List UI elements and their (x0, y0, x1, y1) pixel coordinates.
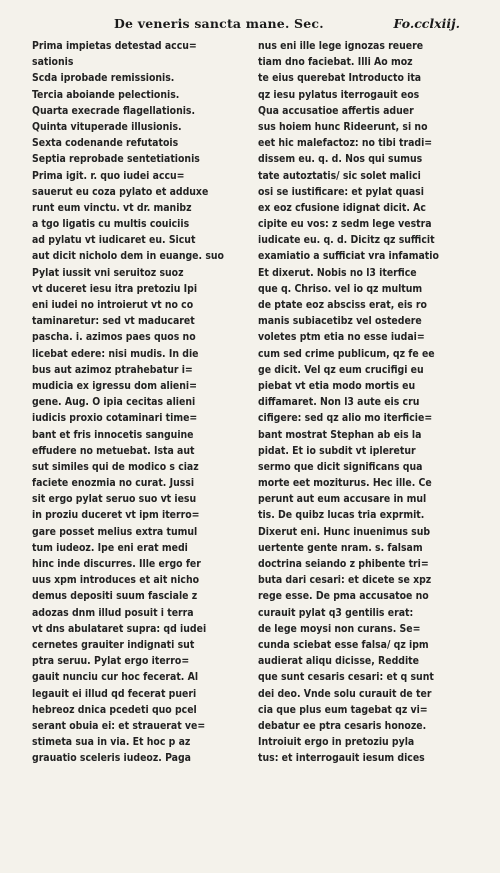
left-column-line: Quarta execrade flagellationis. (32, 104, 196, 117)
left-column-line: sut similes qui de modico s ciaz (32, 460, 199, 473)
left-column-line: stimeta sua in via. Et hoc p az (32, 736, 191, 749)
left-column-line: adozas dnm illud posuit i terra (32, 606, 194, 619)
left-column-line: gene. Aug. O ipia cecitas alieni (32, 396, 196, 409)
right-column-line: pidat. Et io subdit vt ipleretur (258, 444, 416, 457)
right-column-line: curauit pylat q3 gentilis erat: (258, 606, 414, 619)
right-column-line: te eius querebat Introducto ita (258, 72, 422, 85)
right-column-line: de lege moysi non curans. Se= (258, 622, 421, 635)
right-column-line: tate autoztatis/ sic solet malici (258, 169, 421, 182)
right-column-line: debatur ee ptra cesaris honoze. (258, 719, 427, 732)
right-column-line: cia que plus eum tagebat qz vi= (258, 703, 428, 716)
left-column-line: Septia reprobade sentetiationis (32, 153, 200, 166)
right-column-line: diffamaret. Non l3 aute eis cru (258, 396, 420, 409)
right-column-line: tis. De quibz lucas tria exprmit. (258, 509, 425, 522)
right-column-line: osi se iustificare: et pylat quasi (258, 185, 424, 198)
right-column-line: sermo que dicit significans qua (258, 460, 423, 473)
left-column-line: gauit nunciu cur hoc fecerat. Al (32, 671, 199, 684)
left-column-line: Pylat iussit vni seruitoz suoz (32, 266, 184, 279)
right-column-line: cum sed crime publicum, qz fe ee (258, 347, 435, 360)
left-column-line: mudicia ex igressu dom alieni= (32, 379, 197, 392)
right-column-line: audierat aliqu dicisse, Reddite (258, 655, 419, 668)
right-column-line: cifigere: sed qz alio mo iterficie= (258, 412, 433, 425)
right-column-line: cunda sciebat esse falsa/ qz ipm (258, 638, 429, 651)
left-column-line: a tgo ligatis cu multis couiciis (32, 218, 190, 231)
left-column-line: Quinta vituperade illusionis. (32, 120, 182, 133)
running-title: De veneris sancta mane. Sec. (114, 16, 324, 31)
left-column-line: licebat edere: nisi mudis. In die (32, 347, 199, 360)
right-column-line: bant mostrat Stephan ab eis la (258, 428, 422, 441)
right-column-line: piebat vt etia modo mortis eu (258, 379, 416, 392)
right-column-line: dei deo. Vnde solu curauit de ter (258, 687, 432, 700)
right-column-line: rege esse. De pma accusatoe no (258, 590, 429, 603)
left-column-line: Tercia aboiande pelectionis. (32, 88, 180, 101)
left-column-line: bus aut azimoz ptrahebatur i= (32, 363, 193, 376)
right-column-line: eet hic malefactoz: no tibi tradi= (258, 137, 433, 150)
left-column-line: gare posset melius extra tumul (32, 525, 198, 538)
right-column-line: sus hoiem hunc Rideerunt, si no (258, 120, 428, 133)
left-column-line: tum iudeoz. Ipe eni erat medi (32, 541, 188, 554)
right-column-line: iudicate eu. q. d. Dicitz qz sufficit (258, 234, 435, 247)
right-column-line: examiatio a sufficiat vra infamatio (258, 250, 439, 263)
right-column-line: tus: et interrogauit iesum dices (258, 752, 425, 765)
left-column-line: hinc inde discurres. Ille ergo fer (32, 558, 201, 570)
left-column-line: legauit ei illud qd fecerat pueri (32, 687, 197, 700)
left-column-line: ad pylatu vt iudicaret eu. Sicut (32, 234, 196, 247)
left-column-line: taminaretur: sed vt maducaret (32, 315, 195, 328)
folio-number: Fo.cclxiij. (393, 16, 460, 31)
right-column-line: Introiuit ergo in pretoziu pyla (258, 736, 415, 749)
left-column-line: faciete enozmia no curat. Jussi (32, 477, 195, 490)
left-column-line: runt eum vinctu. vt dr. manibz (32, 201, 192, 214)
left-column-line: uus xpm introduces et ait nicho (32, 574, 200, 587)
right-column-line: nus eni ille lege ignozas reuere (258, 40, 424, 52)
right-column-line: Qua accusatioe affertis aduer (258, 104, 414, 117)
left-column-line: eni iudei no introierut vt no co (32, 299, 194, 311)
left-column-line: in proziu duceret vt ipm iterro= (32, 509, 200, 522)
right-text-column (258, 38, 460, 766)
right-column-line: perunt aut eum accusare in mul (258, 493, 427, 506)
left-column-line: Scda iprobade remissionis. (32, 72, 175, 85)
right-column-line: ge dicit. Vel qz eum crucifigi eu (258, 363, 424, 376)
left-column-line: sit ergo pylat seruo suo vt iesu (32, 493, 197, 506)
right-column-line: Et dixerut. Nobis no l3 iterfice (258, 266, 417, 279)
left-column-line: vt dns abulataret supra: qd iudei (32, 622, 207, 635)
right-column-line: tiam dno faciebat. Illi Ao moz (258, 56, 413, 69)
right-column-line: voletes ptm etia no esse iudai= (258, 331, 425, 344)
left-column-line: grauatio sceleris iudeoz. Paga (32, 752, 191, 765)
left-column-line: ptra seruu. Pylat ergo iterro= (32, 655, 190, 668)
left-column-line: iudicis proxio cotaminari time= (32, 412, 198, 425)
right-column-line: Dixerut eni. Hunc inuenimus sub (258, 525, 431, 538)
right-column-line: morte eet moziturus. Hec ille. Ce (258, 477, 432, 490)
left-column-line: serant obuia ei: et strauerat ve= (32, 719, 206, 732)
left-column-line: aut dicit nicholo dem in euange. suo (32, 250, 224, 263)
left-column-line: pascha. i. azimos paes quos no (32, 331, 196, 344)
left-column-line: Prima igit. r. quo iudei accu= (32, 169, 185, 182)
left-column-line: sationis (32, 56, 74, 69)
right-column-line: uertente gente nram. s. falsam (258, 541, 423, 554)
text-columns (32, 38, 460, 766)
left-column-line: effudere no metuebat. Ista aut (32, 444, 195, 457)
left-column-line: vt duceret iesu itra pretoziu Ipi (32, 282, 198, 295)
left-text-column (32, 38, 234, 766)
left-column-line: cernetes grauiter indignati sut (32, 638, 195, 651)
left-column-line: Prima impietas detestad accu= (32, 40, 197, 52)
right-column-line: cipite eu vos: z sedm lege vestra (258, 218, 432, 231)
right-column-line: dissem eu. q. d. Nos qui sumus (258, 153, 423, 166)
right-column-line: qz iesu pylatus iterrogauit eos (258, 88, 420, 101)
left-column-line: hebreoz dnica pcedeti quo pcel (32, 703, 197, 716)
page-header (32, 14, 460, 32)
right-column-line: doctrina seiando z phibente tri= (258, 558, 429, 570)
right-column-line: de ptate eoz absciss erat, eis ro (258, 299, 427, 311)
left-column-line: demus depositi suum fasciale z (32, 590, 198, 603)
left-column-line: Sexta codenande refutatois (32, 137, 179, 150)
left-column-line: bant et fris innocetis sanguine (32, 428, 194, 441)
left-column-line: sauerut eu coza pylato et adduxe (32, 185, 209, 198)
right-column-line: manis subiacetibz vel ostedere (258, 315, 422, 328)
right-column-line: ex eoz cfusione idignat dicit. Ac (258, 201, 426, 214)
right-column-line: buta dari cesari: et dicete se xpz (258, 574, 432, 587)
right-column-line: que q. Chriso. vel io qz multum (258, 282, 423, 295)
right-column-line: que sunt cesaris cesari: et q sunt (258, 671, 434, 684)
